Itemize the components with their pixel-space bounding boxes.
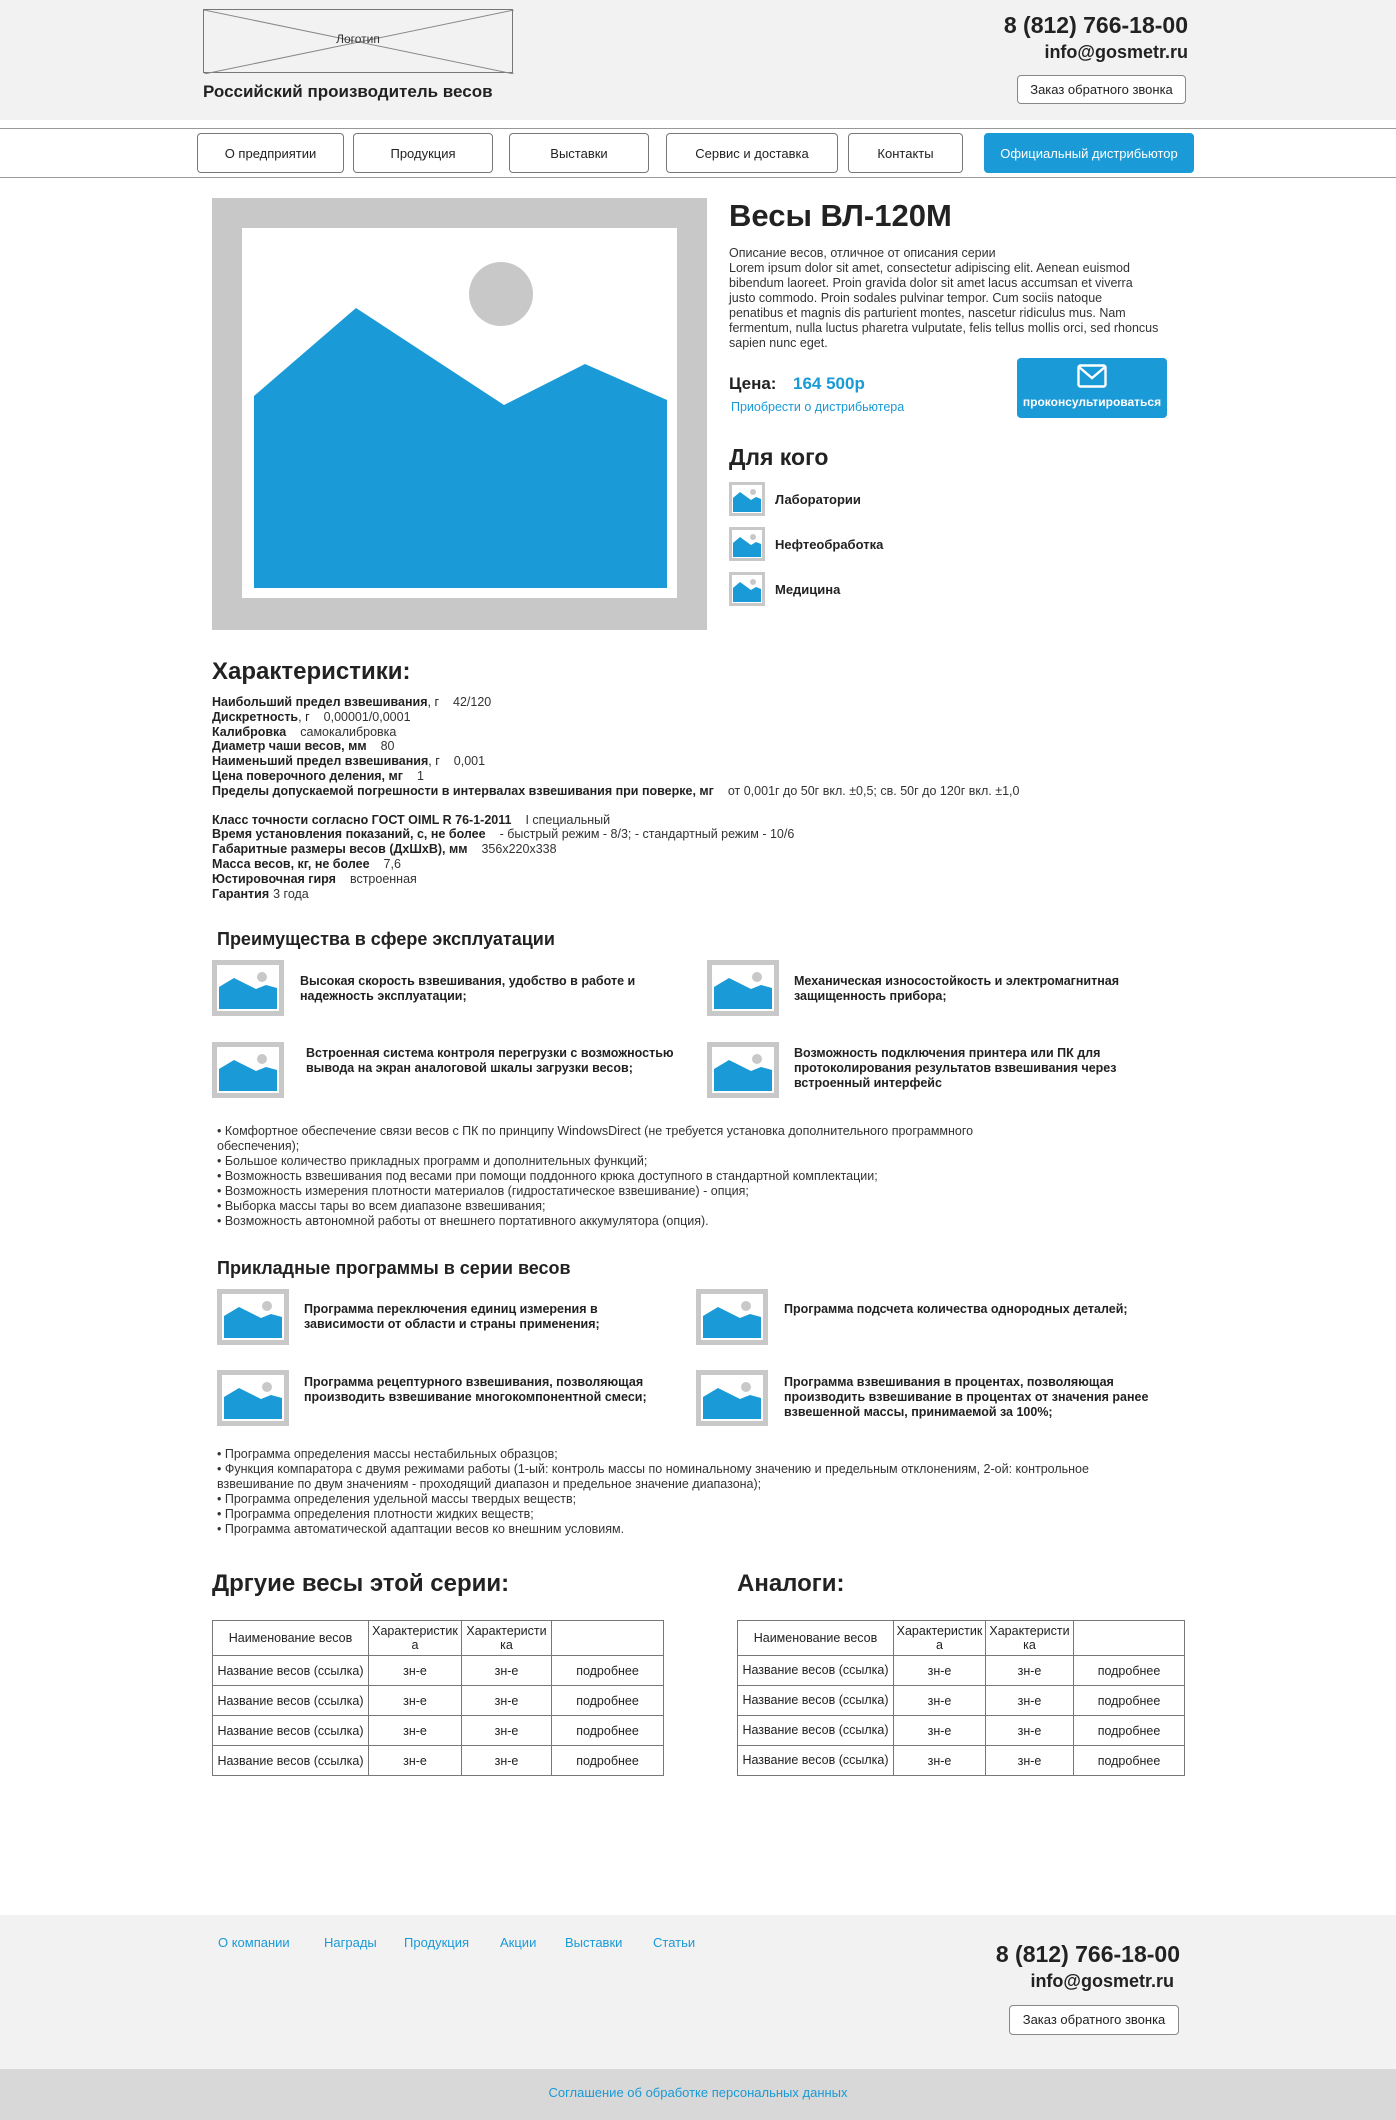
other-scales-table bbox=[212, 1620, 664, 1776]
price-value: 164 500р bbox=[793, 374, 865, 393]
advantage-item: Возможность подключения принтера или ПК для протоколирования результатов взвешивания через встроенный интерфейс bbox=[794, 1046, 1117, 1090]
nav-service[interactable]: Сервис и доставка bbox=[666, 133, 838, 173]
advantage-item: Встроенная система контроля перегрузки с возможностью вывода на экран аналоговой шкалы загрузки весов; bbox=[306, 1046, 674, 1075]
consult-button[interactable] bbox=[1017, 358, 1167, 418]
bullet-item: • Возможность взвешивания под весами при помощи поддонного крюка доступного в стандартной комплектации; bbox=[217, 1169, 878, 1183]
footer bbox=[0, 1915, 1396, 2069]
advantages-bullets bbox=[217, 1124, 977, 1229]
scale-name-link[interactable]: Название весов (ссылка) bbox=[213, 1686, 369, 1716]
for-item-labs: Лаборатории bbox=[729, 482, 1029, 516]
bullet-item: • Комфортное обеспечение связи весов с ПК по принципу WindowsDirect (не требуется установка дополнительного программного обеспечения); bbox=[217, 1124, 974, 1153]
scale-name-link[interactable]: Название весов (ссылка) bbox=[738, 1746, 894, 1776]
product-title: Весы ВЛ-120М bbox=[729, 198, 952, 233]
details-link[interactable]: подробнее bbox=[1074, 1686, 1185, 1716]
image-placeholder-icon bbox=[212, 960, 284, 1016]
spec-row: Юстировочная гиря встроенная bbox=[212, 871, 417, 886]
bullet-item: • Выборка массы тары во всем диапазоне взвешивания; bbox=[217, 1199, 546, 1213]
table-header-cell: Характеристика bbox=[369, 1621, 462, 1656]
table-header-cell bbox=[1074, 1621, 1185, 1656]
image-placeholder-icon bbox=[212, 1042, 284, 1098]
nav-contacts[interactable]: Контакты bbox=[848, 133, 963, 173]
analogs-table bbox=[737, 1620, 1185, 1776]
spec-row: Гарантия 3 года bbox=[212, 886, 309, 901]
table-row: Название весов (ссылка) зн-е зн-е подробнее bbox=[213, 1746, 664, 1776]
spec-row: Калибровка самокалибровка bbox=[212, 724, 397, 739]
image-placeholder-icon bbox=[707, 960, 779, 1016]
spec-row: Наибольший предел взвешивания, г 42/120 bbox=[212, 695, 492, 709]
image-placeholder-icon bbox=[217, 1370, 289, 1426]
footer-link-articles[interactable]: Статьи bbox=[653, 1935, 696, 1950]
details-link[interactable]: подробнее bbox=[552, 1716, 664, 1746]
scale-name-link[interactable]: Название весов (ссылка) bbox=[213, 1716, 369, 1746]
table-header-row bbox=[213, 1621, 664, 1656]
image-placeholder-icon bbox=[707, 1042, 779, 1098]
nav-distributor-button[interactable]: Официальный дистрибьютор bbox=[984, 133, 1194, 173]
footer-link-products[interactable]: Продукция bbox=[404, 1935, 470, 1950]
bullet-item: • Большое количество прикладных программ и дополнительных функций; bbox=[217, 1154, 648, 1168]
nav-products[interactable]: Продукция bbox=[353, 133, 493, 173]
header-phone[interactable]: 8 (812) 766-18-00 bbox=[1003, 12, 1188, 38]
specs-title: Характеристики: bbox=[212, 658, 411, 685]
program-item: Программа рецептурного взвешивания, позволяющая производить взвешивание многокомпонентной смеси; bbox=[304, 1375, 647, 1404]
image-placeholder-icon bbox=[217, 1289, 289, 1345]
image-placeholder-icon bbox=[729, 482, 765, 516]
bullet-item: • Программа определения удельной массы твердых веществ; bbox=[217, 1492, 577, 1506]
program-item: Программа переключения единиц измерения в зависимости от области и страны применения; bbox=[304, 1302, 600, 1331]
analogs-title: Аналоги: bbox=[737, 1570, 845, 1597]
specs-list bbox=[212, 695, 1112, 901]
footer-phone[interactable]: 8 (812) 766-18-00 bbox=[995, 1941, 1180, 1967]
program-item: Программа подсчета количества однородных деталей; bbox=[784, 1302, 1128, 1316]
advantage-item: Высокая скорость взвешивания, удобство в работе и надежность эксплуатации; bbox=[300, 974, 636, 1003]
scale-name-link[interactable]: Название весов (ссылка) bbox=[213, 1656, 369, 1686]
product-image bbox=[212, 198, 707, 630]
scale-name-link[interactable]: Название весов (ссылка) bbox=[213, 1746, 369, 1776]
header-callback-button[interactable]: Заказ обратного звонка bbox=[1017, 75, 1186, 104]
bullet-item: • Функция компаратора с двумя режимами работы (1-ый: контроль массы по номинальному значению и предельным отклонениям, 2-ой: контрольное взвешивание по двум значениям - проходящий диапазон и предельное значение диапазона); bbox=[217, 1462, 1089, 1491]
details-link[interactable]: подробнее bbox=[552, 1746, 664, 1776]
privacy-link[interactable]: Соглашение об обработке персональных данных bbox=[548, 2085, 848, 2100]
nav-about[interactable]: О предприятии bbox=[197, 133, 344, 173]
spec-row: Цена поверочного деления, мг 1 bbox=[212, 768, 424, 783]
logo-text: Логотип bbox=[336, 32, 380, 46]
table-header-cell: Характеристика bbox=[894, 1621, 986, 1656]
footer-link-about[interactable]: О компании bbox=[218, 1935, 290, 1950]
spec-row: Габаритные размеры весов (ДхШхВ), мм 356x220x338 bbox=[212, 842, 557, 857]
programs-bullets bbox=[217, 1447, 1137, 1537]
image-placeholder-icon bbox=[242, 228, 677, 598]
consult-label: проконсультироваться bbox=[1022, 395, 1162, 409]
programs-title: Прикладные программы в серии весов bbox=[217, 1258, 571, 1278]
bullet-item: • Программа определения плотности жидких веществ; bbox=[217, 1507, 534, 1521]
bullet-item: • Программа автоматической адаптации весов ко внешним условиям. bbox=[217, 1522, 625, 1536]
spec-row: Пределы допускаемой погрешности в интервалах взвешивания при поверке, мг от 0,001г до 50г вкл. ±0,5; св. 50г до 120г вкл. ±1,0 bbox=[212, 783, 1020, 798]
spec-row: Наименьший предел взвешивания, г 0,001 bbox=[212, 754, 486, 769]
tagline: Российский производитель весов bbox=[203, 82, 493, 101]
table-row: Название весов (ссылка) зн-е зн-е подробнее bbox=[213, 1716, 664, 1746]
for-item-medicine: Медицина bbox=[729, 572, 1029, 606]
bullet-item: • Программа определения массы нестабильных образцов; bbox=[217, 1447, 558, 1461]
image-placeholder-icon bbox=[696, 1289, 768, 1345]
table-row: Название весов (ссылка) зн-е зн-е подробнее bbox=[213, 1656, 664, 1686]
buy-from-distributor-link[interactable]: Приобрести о дистрибьютера bbox=[731, 400, 905, 414]
table-header-cell: Характеристика bbox=[462, 1621, 552, 1656]
image-placeholder-icon bbox=[729, 572, 765, 606]
details-link[interactable]: подробнее bbox=[552, 1656, 664, 1686]
image-placeholder-icon bbox=[729, 527, 765, 561]
footer-callback-button[interactable]: Заказ обратного звонка bbox=[1009, 2005, 1179, 2035]
logo-placeholder[interactable] bbox=[203, 9, 513, 73]
bullet-item: • Возможность автономной работы от внешнего портативного аккумулятора (опция). bbox=[217, 1214, 709, 1228]
other-scales-title: Дргуие весы этой серии: bbox=[212, 1570, 510, 1597]
table-header-cell bbox=[552, 1621, 664, 1656]
nav-exhibitions[interactable]: Выставки bbox=[509, 133, 649, 173]
table-row: Название весов (ссылка) зн-е зн-е подробнее bbox=[738, 1746, 1185, 1776]
program-item: Программа взвешивания в процентах, позволяющая производить взвешивание в процентах от значения ранее взвешенной массы, принимаемой за 100%; bbox=[784, 1375, 1149, 1419]
footer-link-exhibitions[interactable]: Выставки bbox=[565, 1935, 623, 1950]
scale-name-link[interactable]: Название весов (ссылка) bbox=[738, 1716, 894, 1746]
table-header-cell: Характеристика bbox=[986, 1621, 1074, 1656]
image-placeholder-icon bbox=[696, 1370, 768, 1426]
spec-row: Дискретность, г 0,00001/0,0001 bbox=[212, 709, 411, 724]
table-row: Название весов (ссылка) зн-е зн-е подробнее bbox=[738, 1686, 1185, 1716]
bullet-item: • Возможность измерения плотности материалов (гидростатическое взвешивание) - опция; bbox=[217, 1184, 749, 1198]
details-link[interactable]: подробнее bbox=[1074, 1656, 1185, 1686]
advantages-title: Преимущества в сфере эксплуатации bbox=[217, 929, 555, 949]
spec-row: Время установления показаний, с, не более - быстрый режим - 8/3; - стандартный режим - 10/6 bbox=[212, 827, 795, 842]
price-label: Цена: bbox=[729, 374, 777, 393]
header-email[interactable]: info@gosmetr.ru bbox=[1044, 42, 1188, 62]
spec-row: Класс точности согласно ГОСТ OIML R 76-1-2011 I специальный bbox=[212, 812, 611, 827]
table-row: Название весов (ссылка) зн-е зн-е подробнее bbox=[738, 1656, 1185, 1686]
details-link[interactable]: подробнее bbox=[552, 1686, 664, 1716]
table-header-cell: Наименование весов bbox=[738, 1621, 894, 1656]
advantage-item: Механическая износостойкость и электромагнитная защищенность прибора; bbox=[794, 974, 1120, 1003]
product-description: Описание весов, отличное от описания серии Lorem ipsum dolor sit amet, consectetur adipiscing elit. Aenean euismod bibendum laoreet. Proin gravida dolor sit amet lacus accumsan et viverra justo commodo. Proin sodales pulvinar tempor. Cum sociis natoque penatibus et magnis dis parturient montes, nascetur ridiculus mus. Nam fermentum, nulla luctus pharetra vulputate, felis tellus mollis orci, sed rhoncus sapien nunc eget. bbox=[729, 246, 1159, 350]
table-header-row bbox=[738, 1621, 1185, 1656]
footer-link-promos[interactable]: Акции bbox=[500, 1935, 537, 1950]
scale-name-link[interactable]: Название весов (ссылка) bbox=[738, 1656, 894, 1686]
scale-name-link[interactable]: Название весов (ссылка) bbox=[738, 1686, 894, 1716]
footer-link-awards[interactable]: Награды bbox=[324, 1935, 377, 1950]
for-item-oil: Нефтеобработка bbox=[729, 527, 1029, 561]
footer-email[interactable]: info@gosmetr.ru bbox=[1030, 1971, 1174, 1991]
table-row: Название весов (ссылка) зн-е зн-е подробнее bbox=[213, 1686, 664, 1716]
details-link[interactable]: подробнее bbox=[1074, 1716, 1185, 1746]
table-row: Название весов (ссылка) зн-е зн-е подробнее bbox=[738, 1716, 1185, 1746]
for-whom-title: Для кого bbox=[729, 444, 829, 470]
details-link[interactable]: подробнее bbox=[1074, 1746, 1185, 1776]
spec-row: Масса весов, кг, не более 7,6 bbox=[212, 856, 401, 871]
table-header-cell: Наименование весов bbox=[213, 1621, 369, 1656]
mail-icon bbox=[1077, 364, 1107, 388]
spec-row: Диаметр чаши весов, мм 80 bbox=[212, 739, 395, 754]
